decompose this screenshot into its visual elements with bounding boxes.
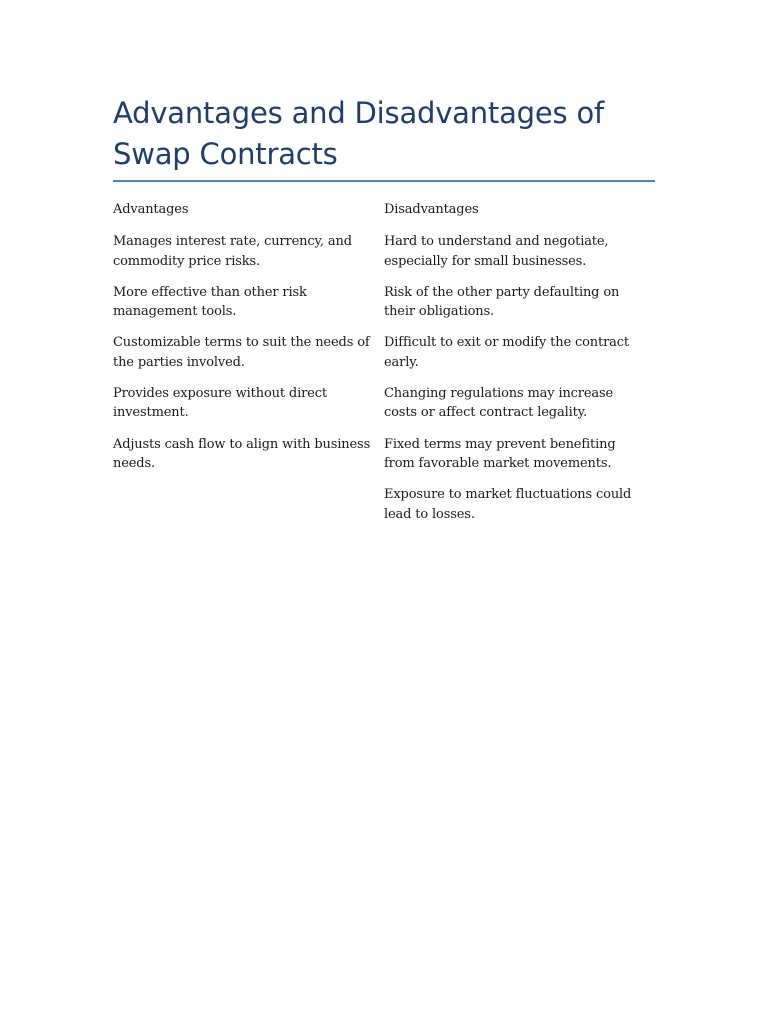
pros-cons-table bbox=[113, 200, 655, 536]
table-row bbox=[113, 384, 655, 423]
table-header-row bbox=[113, 200, 655, 219]
disadvantage-cell: Fixed terms may prevent benefiting from favorable market movements. bbox=[384, 436, 616, 471]
title-underline-divider bbox=[113, 180, 655, 182]
disadvantage-cell: Risk of the other party defaulting on their obligations. bbox=[384, 284, 620, 320]
advantages-column-header: Advantages bbox=[113, 202, 189, 217]
disadvantages-column-header: Disadvantages bbox=[384, 202, 479, 217]
advantage-cell bbox=[113, 485, 384, 524]
advantage-cell: More effective than other risk management tools. bbox=[113, 284, 307, 320]
table-row bbox=[113, 232, 655, 271]
advantage-cell: Provides exposure without direct investment. bbox=[113, 386, 327, 421]
advantage-cell: Customizable terms to suit the needs of the parties involved. bbox=[113, 335, 370, 370]
disadvantage-cell: Changing regulations may increase costs or affect contract legality. bbox=[384, 386, 614, 421]
disadvantage-cell: Exposure to market fluctuations could lead to losses. bbox=[384, 487, 632, 522]
document-title: Advantages and Disadvantages of Swap Contracts bbox=[113, 96, 605, 171]
table-row bbox=[113, 435, 655, 474]
disadvantage-cell: Difficult to exit or modify the contract early. bbox=[384, 335, 629, 370]
advantage-cell: Manages interest rate, currency, and commodity price risks. bbox=[113, 234, 352, 269]
table-row bbox=[113, 485, 655, 524]
advantage-cell: Adjusts cash flow to align with business needs. bbox=[113, 436, 371, 471]
table-row bbox=[113, 283, 655, 322]
table-row bbox=[113, 333, 655, 372]
disadvantage-cell: Hard to understand and negotiate, especially for small businesses. bbox=[384, 234, 609, 269]
